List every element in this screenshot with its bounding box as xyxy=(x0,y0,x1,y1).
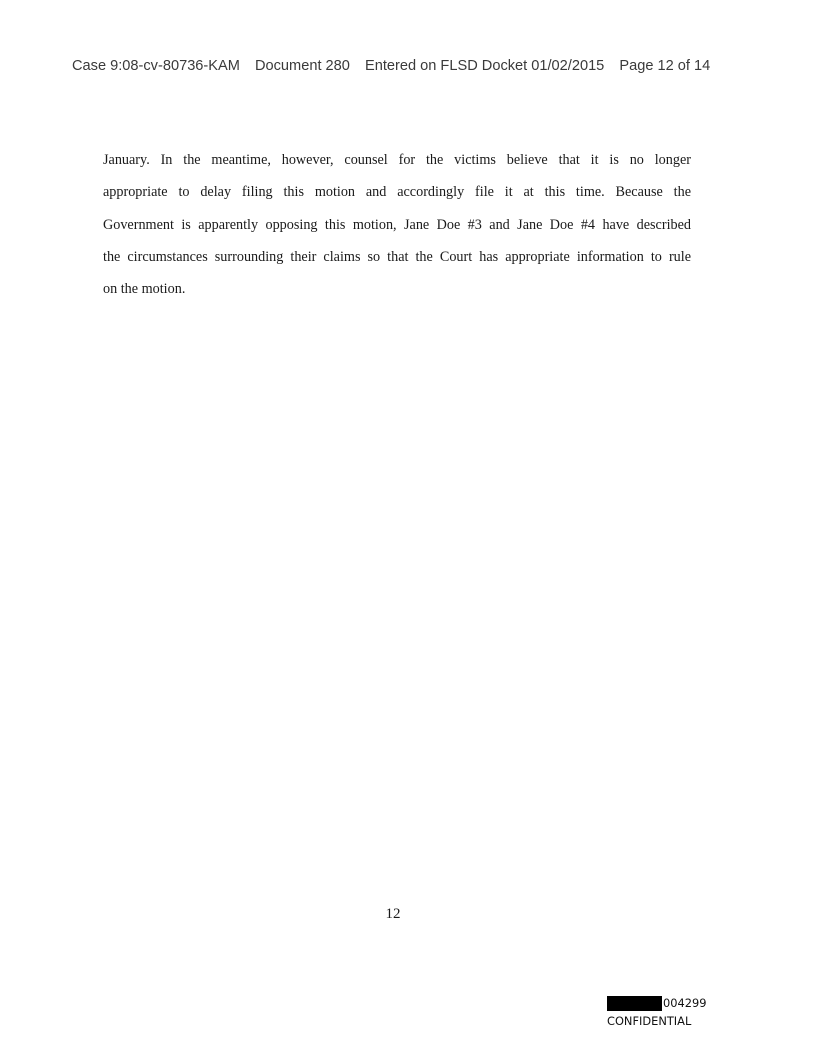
bates-stamp xyxy=(607,994,706,1030)
paragraph-line: January. In the meantime, however, counsel for the victims believe that it is no longer xyxy=(103,152,691,168)
paragraph-line: Government is apparently opposing this motion, Jane Doe #3 and Jane Doe #4 have described xyxy=(103,216,691,233)
paragraph-line: appropriate to delay filing this motion and accordingly file it at this time. Because the xyxy=(103,184,691,201)
body-paragraph xyxy=(103,144,691,305)
case-number: Case 9:08-cv-80736-KAM xyxy=(72,58,240,74)
page-number: 12 xyxy=(385,906,401,922)
document-number: Document 280 xyxy=(254,58,350,74)
paragraph-line: on the motion. xyxy=(103,281,186,298)
confidential-label: CONFIDENTIAL xyxy=(607,1014,692,1028)
docket-entry: Entered on FLSD Docket 01/02/2015 xyxy=(364,58,605,74)
page-header xyxy=(72,58,752,74)
paragraph-line: the circumstances surrounding their claims so that the Court has appropriate information to rule xyxy=(103,248,691,265)
bates-number: 004299 xyxy=(663,996,707,1010)
page-indicator: Page 12 of 14 xyxy=(619,58,711,74)
redaction-block xyxy=(607,996,662,1011)
